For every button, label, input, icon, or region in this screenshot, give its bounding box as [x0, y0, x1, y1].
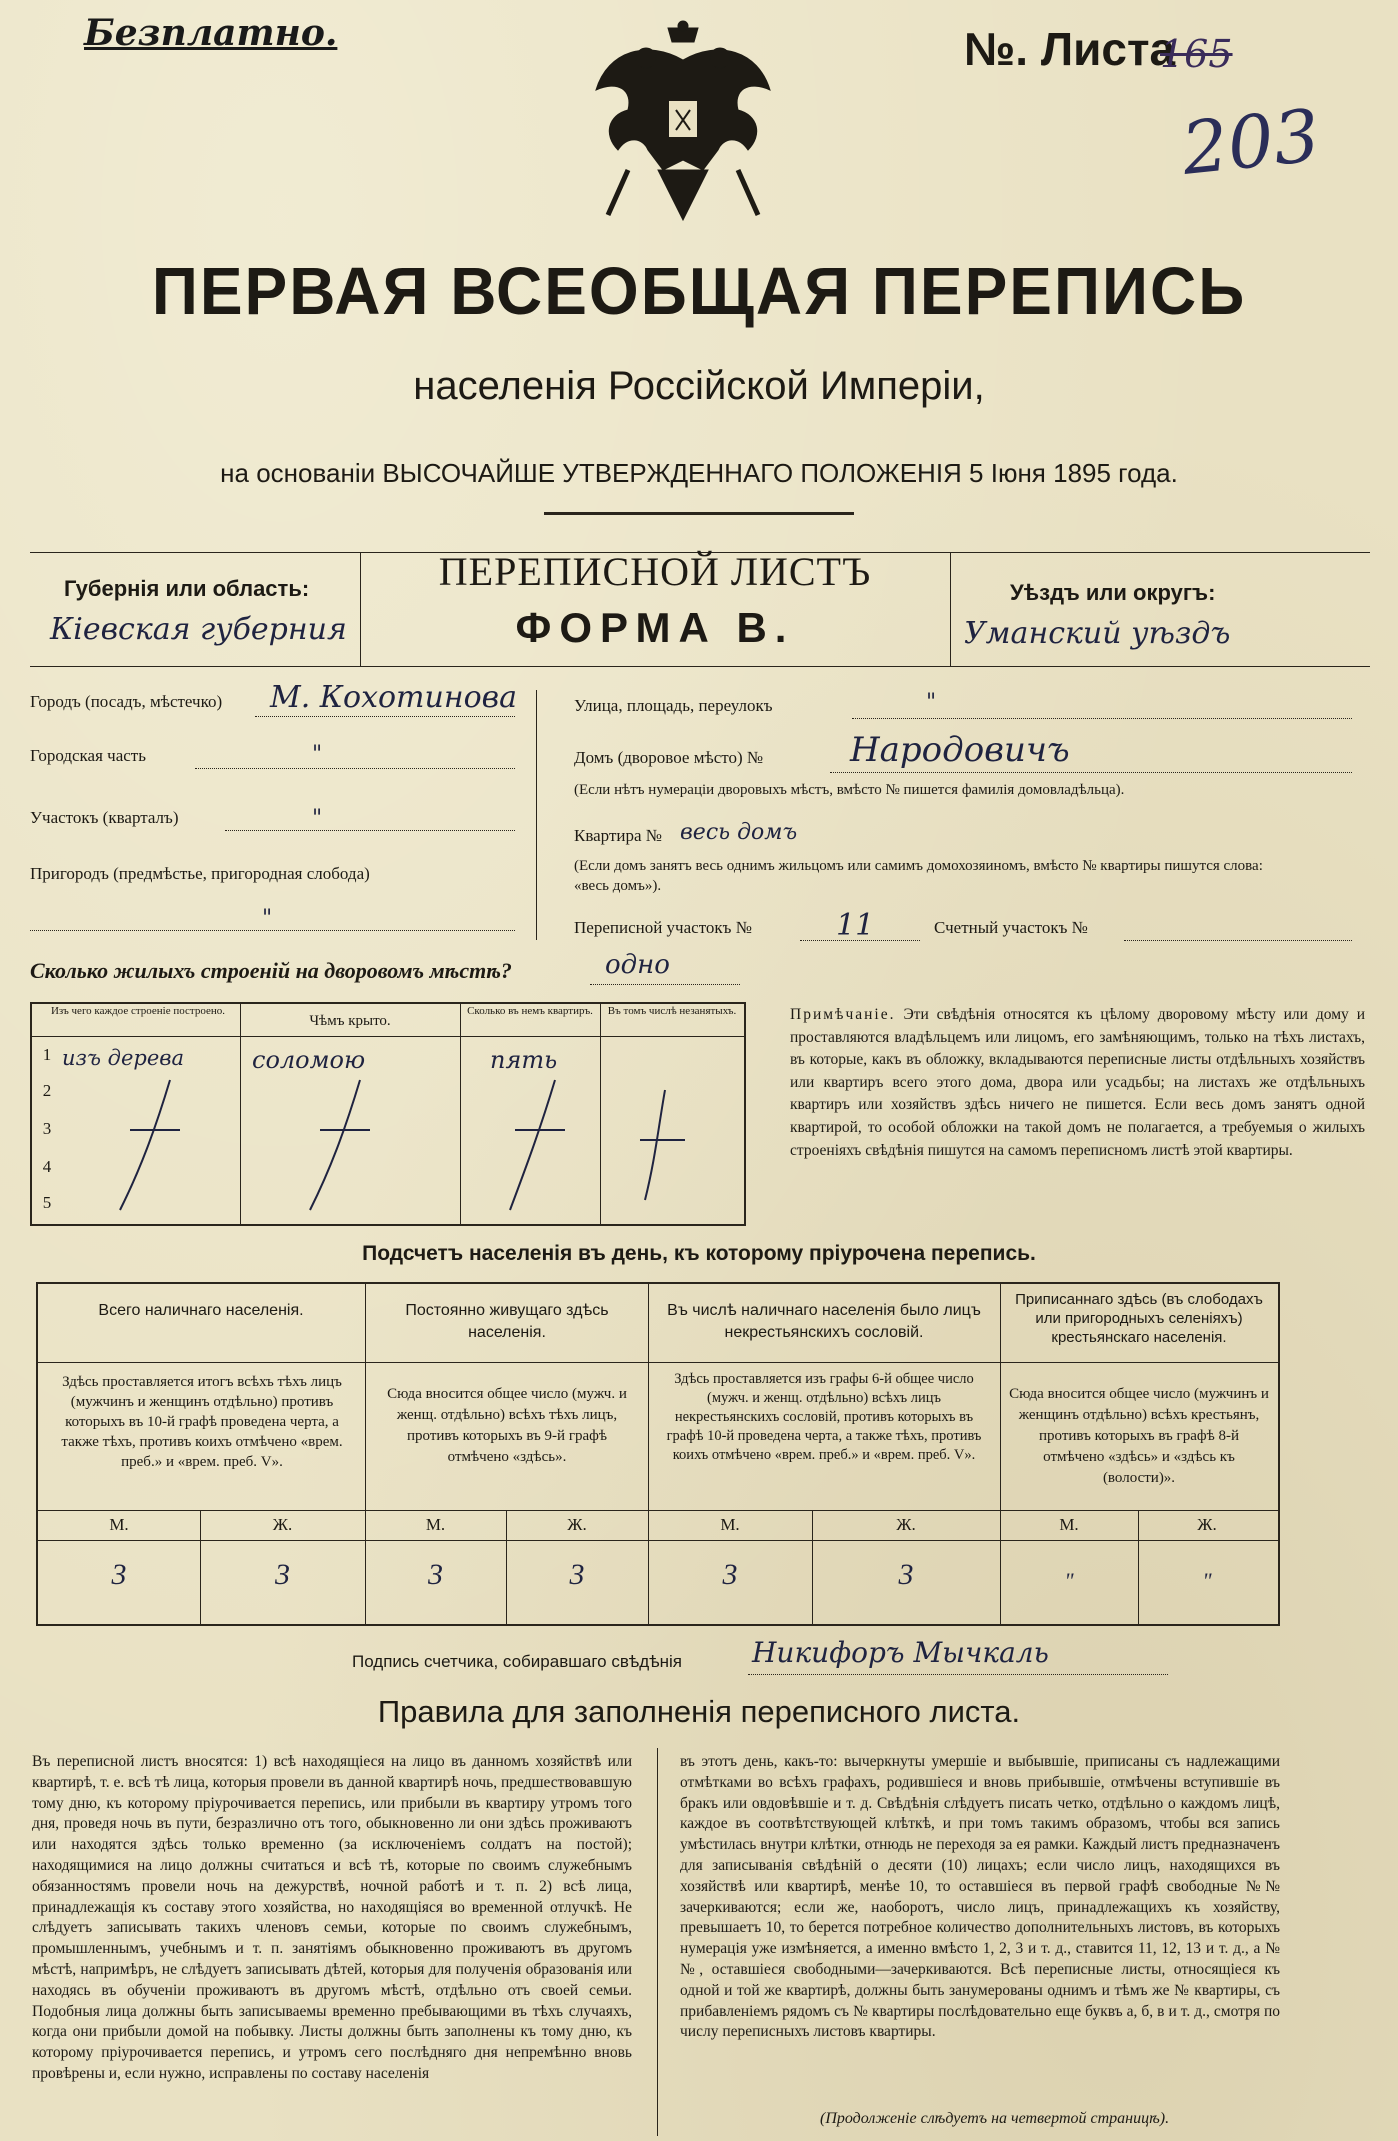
sheet-title: ПЕРЕПИСНОЙ ЛИСТЪ	[438, 549, 872, 594]
buildings-header-rule	[30, 1036, 744, 1037]
pop-g1-m-value: 3	[111, 1558, 127, 1591]
pop-g4-m-label: М.	[1059, 1515, 1079, 1534]
pop-g2-f-label: Ж.	[567, 1515, 587, 1534]
pop-g2-desc: Сюда вносится общее число (мужч. и женщ. отдѣльно) всѣхъ тѣхъ лицъ, противъ которыхъ въ 9-й графѣ отмѣчено «здѣсь».	[387, 1386, 627, 1465]
street-label: Улица, площадь, переулокъ	[574, 696, 773, 715]
apartment-label: Квартира №	[574, 826, 663, 845]
gubernia-label: Губернія или область:	[64, 576, 310, 601]
city-part-label: Городская часть	[30, 746, 146, 765]
pop-g2-m-value: 3	[428, 1558, 443, 1591]
buildings-row-3-number: 3	[42, 1119, 52, 1138]
pop-g3-f-value: 3	[898, 1558, 914, 1591]
census-district-value: 11	[836, 908, 875, 943]
buildings-row1-apartments: пять	[490, 1046, 558, 1074]
pop-g1-m-label: М.	[109, 1515, 129, 1534]
pop-rule-2	[36, 1510, 1278, 1511]
location-divider	[536, 690, 537, 940]
pop-g1-desc: Здѣсь проставляется итогъ всѣхъ тѣхъ лицъ (мужчинъ и женщинъ отдѣльно) противъ которыхъ въ 10-й графѣ проведена черта, а также тѣхъ, противъ коихъ отмѣчено «врем. преб.» и «врем. преб. V».	[61, 1374, 343, 1470]
house-note: (Если нѣтъ нумераціи дворовыхъ мѣстъ, вмѣсто № пишется фамилія домовладѣльца).	[574, 782, 1125, 798]
census-title: ПЕРВАЯ ВСЕОБЩАЯ ПЕРЕПИСЬ	[151, 253, 1247, 329]
buildings-note-title: Примѣчаніе.	[790, 1006, 896, 1023]
buildings-col-apartments: Сколько въ немъ квартиръ.	[467, 1005, 593, 1017]
free-stamp: Безплатно.	[84, 12, 338, 54]
district-label: Участокъ (кварталъ)	[30, 808, 179, 827]
census-basis: на основаніи ВЫСОЧАЙШЕ УТВЕРЖДЕННАГО ПОЛОЖЕНІЯ 5 Іюня 1895 года.	[220, 458, 1178, 488]
city-value: М. Кохотинова	[270, 680, 517, 715]
rules-right-column: въ этотъ день, какъ-то: вычеркнуты умершіе и выбывшіе, приписаны съ надлежащими отмѣтками во всѣхъ графахъ, родившіеся и вновь прибывшіе, отмѣчены вступившіе въ бракъ или овдовѣвшіе и т. д. Свѣдѣнія слѣдуетъ писать четко, отдѣльно о каждомъ лицѣ, каждое въ соотвѣтствующей клѣткѣ, и при томъ такимъ образомъ, чтобы вся запись умѣстилась внутри клѣтки, отнюдь не переходя за ея рамки. Каждый листъ предназначенъ для записыванія свѣдѣній о десяти (10) лицахъ; если число лицъ, находящихся въ хозяйствѣ или квартирѣ, менѣе 10, то оставшіеся въ первой графѣ свободные №№ зачеркиваются; если же, наоборотъ, число лицъ, принадлежащихъ къ хозяйству, превышаетъ 10, то берется потребное количество дополнительныхъ листовъ, въ которыхъ нумерація уже измѣняется, а именно вмѣсто 1, 2, 3 и т. д., ставится 11, 12, 13 и т. д., а №№, оставшіеся свободными—зачеркиваются. Всѣ переписные листы, относящіеся къ одной и той же квартирѣ, должны быть занумерованы однимъ и тѣмъ же № квартиры, съ прибавленіемъ рядомъ съ № квартиры послѣдовательно еще буквъ а, б, в и т. д., смотря по числу переписныхъ листовъ квартиры.	[680, 1753, 1280, 2041]
pop-rule-1	[36, 1362, 1278, 1363]
street-value: "	[926, 690, 937, 715]
gubernia-value: Кiевская губерния	[50, 612, 347, 647]
title-divider	[544, 512, 854, 515]
city-line	[255, 716, 515, 717]
buildings-row-4-number: 4	[42, 1157, 52, 1176]
sheet-number-new: 203	[1177, 93, 1324, 191]
pop-g3-f-label: Ж.	[896, 1515, 916, 1534]
population-heading: Подсчетъ населенія въ день, къ которому пріурочена перепись.	[362, 1242, 1036, 1265]
sheet-number-old: 165	[1160, 32, 1233, 76]
pop-g1-f-value: 3	[275, 1558, 290, 1591]
street-line	[852, 718, 1352, 719]
sheet-number-label: №. Листа	[964, 23, 1176, 75]
pop-g4-title: Приписаннаго здѣсь (въ слободахъ или пригородныхъ селеніяхъ) крестьянскаго населенія.	[1015, 1291, 1263, 1346]
buildings-row-5-number: 5	[42, 1193, 52, 1212]
rules-continued-note: (Продолженіе слѣдуетъ на четвертой страницѣ).	[820, 2110, 1170, 2127]
double-headed-eagle-emblem	[588, 20, 778, 240]
pop-g2-f-value: 3	[569, 1558, 585, 1591]
pop-g3-title: Въ числѣ наличнаго населенія было лицъ некрестьянскихъ сословій.	[667, 1302, 981, 1341]
buildings-row-2-number: 2	[42, 1081, 52, 1100]
buildings-note-text: Эти свѣдѣнія относятся къ цѣлому дворовому мѣсту или дому и проставляются владѣльцемъ или лицомъ, его замѣняющимъ, только на тѣхъ листахъ, въ которые, какъ въ обложку, вкладываются переписные листы отдѣльныхъ хозяйствъ или квартиръ всего этого дома, двора или усадьбы; на листахъ же отдѣльныхъ квартиръ или хозяйствъ здѣсь ничего не пишется. Если весь домъ занятъ одной квартирой, то особой обложки на такой домъ не полагается, а требуемыя о жилыхъ строеніяхъ свѣдѣнія пишутся на самомъ переписномъ листѣ этой квартиры.	[790, 1006, 1366, 1159]
counting-district-line	[1124, 940, 1352, 941]
house-value: Народовичъ	[850, 730, 1070, 770]
buildings-question: Сколько жилыхъ строеній на дворовомъ мѣстѣ?	[30, 958, 512, 983]
signature-line	[748, 1674, 1168, 1675]
buildings-row1-roof: соломою	[252, 1046, 366, 1074]
buildings-dash-marks	[30, 1070, 744, 1220]
pop-g4-f-label: Ж.	[1197, 1515, 1217, 1534]
city-part-line	[195, 768, 515, 769]
rules-divider	[657, 1748, 658, 2136]
pop-g4-f-value: "	[1202, 1568, 1212, 1593]
buildings-row1-material: изъ дерева	[62, 1046, 185, 1070]
census-district-label: Переписной участокъ №	[574, 918, 752, 937]
pop-g3-desc: Здѣсь проставляется изъ графы 6-й общее число (мужч. и женщ. отдѣльно) всѣхъ лицъ некрестьянскихъ сословій, противъ которыхъ въ графѣ 10-й проведена черта, а также тѣхъ, противъ коихъ отмѣчено «врем. преб.» и «врем. преб. V».	[666, 1371, 982, 1463]
pop-rule-3	[36, 1540, 1278, 1541]
district-value: "	[312, 806, 323, 831]
district-line	[225, 830, 515, 831]
suburb-line	[30, 930, 515, 931]
uezd-value: Уманский уѣздъ	[964, 616, 1231, 651]
rules-left-column: Въ переписной листъ вносятся: 1) всѣ находящіеся на лицо въ данномъ хозяйствѣ или квартирѣ, т. е. всѣ тѣ лица, которыя провели въ данной квартирѣ ночь, предшествовавшую тому дню, къ которому пріурочивается перепись, или прибыли въ квартиру утромъ того дня, проведя ночь въ пути, безразлично отъ того, обыкновенно ли они здѣсь проживаютъ или находятся здѣсь только временно (за исключеніемъ солдатъ на постой); находящимися на лицо должны считаться и всѣ тѣ, которые по своимъ служебнымъ обязанностямъ провели ночь на дежурствѣ, ночной работѣ и т. п. 2) всѣ лица, принадлежащія къ составу этого хозяйства, но находящіяся во временной отлучкѣ. Не слѣдуетъ записывать такихъ членовъ семьи, которые по своимъ служебнымъ, промышленнымъ, учебнымъ и т. п. занятіямъ обыкновенно проживаютъ въ другомъ мѣстѣ, напримѣръ, не слѣдуетъ записывать дѣтей, которыя для полученія образованія или находясь въ обученіи проживаютъ въ другомъ мѣстѣ, отдѣльно отъ своей семьи. Подобныя лица должны быть записываемы временно пребывающими въ тѣхъ случаяхъ, когда они прибыли домой на побывку. Листы должны быть заполнены къ тому дню, къ которому пріурочивается перепись, и утромъ сего послѣдняго дня непремѣнно вновь провѣрены и, если нужно, исправлены по составу населенія	[32, 1753, 632, 2082]
rules-title: Правила для заполненія переписного листа.	[377, 1694, 1021, 1729]
suburb-value: "	[262, 906, 273, 931]
house-label: Домъ (дворовое мѣсто) №	[574, 748, 764, 767]
apartment-value: весь домъ	[680, 820, 798, 845]
pop-g1-title: Всего наличнаго населенія.	[98, 1302, 304, 1319]
pop-g4-m-value: "	[1064, 1568, 1074, 1593]
buildings-note	[790, 1004, 1365, 1162]
buildings-answer-line	[590, 984, 740, 985]
pop-g2-title: Постоянно живущаго здѣсь населенія.	[405, 1302, 609, 1341]
pop-g1-f-label: Ж.	[272, 1515, 293, 1534]
signature-label: Подпись счетчика, собиравшаго свѣдѣнія	[352, 1652, 682, 1671]
form-header-divider-right	[950, 552, 951, 666]
uezd-label: Уѣздъ или округъ:	[1010, 580, 1216, 605]
city-part-value: "	[312, 742, 323, 767]
buildings-col-material: Изъ чего каждое строеніе построено.	[50, 1005, 226, 1017]
buildings-col-roof: Чѣмъ крыто.	[309, 1013, 391, 1029]
buildings-col-vacant: Въ томъ числѣ незанятыхъ.	[607, 1005, 737, 1017]
city-label: Городъ (посадъ, мѣстечко)	[30, 692, 223, 711]
counting-district-label: Счетный участокъ №	[934, 918, 1088, 937]
signature-value: Никифоръ Мычкаль	[752, 1636, 1049, 1669]
census-subtitle: населенія Россійской Имперіи,	[413, 364, 985, 408]
pop-g4-desc: Сюда вносится общее число (мужчинъ и женщинъ отдѣльно) всѣхъ крестьянъ, противъ которыхъ въ графѣ 8-й отмѣчено «здѣсь» и «здѣсь къ (волости)».	[1009, 1386, 1269, 1486]
form-name: ФОРМА В.	[515, 604, 795, 651]
buildings-row-1-number: 1	[42, 1045, 52, 1064]
form-header-bottom-rule	[30, 666, 1370, 667]
house-line	[830, 772, 1352, 773]
suburb-label: Пригородъ (предмѣстье, пригородная слобода)	[30, 864, 370, 883]
apartment-note: (Если домъ занятъ весь однимъ жильцомъ или самимъ домохозяиномъ, вмѣсто № квартиры пишутся слова: «весь домъ»).	[574, 858, 1263, 894]
pop-g2-m-label: М.	[425, 1515, 446, 1534]
buildings-answer: одно	[605, 950, 670, 980]
pop-g3-m-value: 3	[722, 1558, 738, 1591]
pop-g3-m-label: М.	[720, 1515, 740, 1534]
